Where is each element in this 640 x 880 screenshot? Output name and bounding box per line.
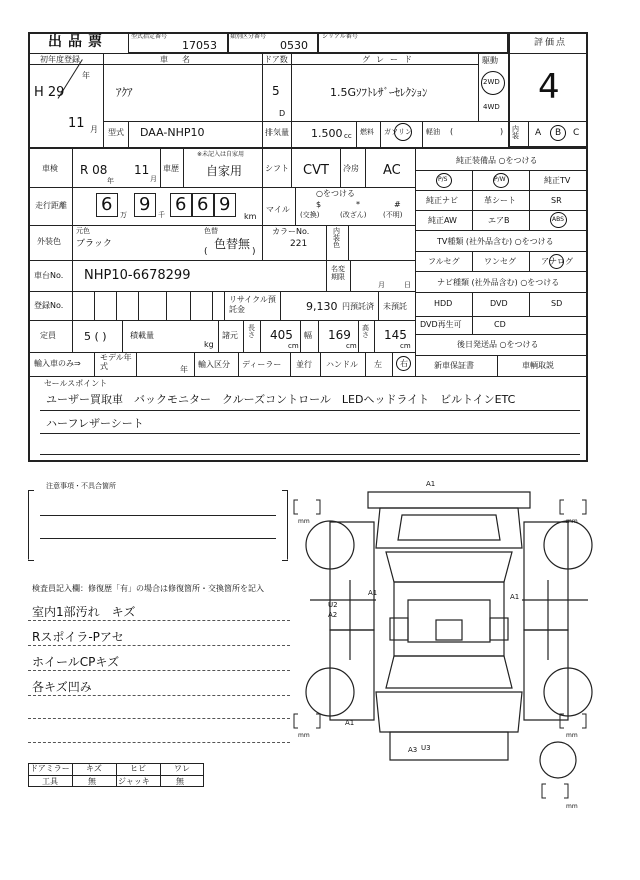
equip-pw: P/W bbox=[494, 176, 506, 183]
katashiki-short: 型式 bbox=[108, 128, 124, 137]
cooler-label: 冷房 bbox=[343, 164, 359, 173]
kaizan-symbol: * bbox=[356, 200, 360, 209]
year-era: H 29 bbox=[34, 85, 65, 100]
haba-value: 169 bbox=[328, 328, 351, 342]
tv-oneseg: ワンセグ bbox=[484, 257, 516, 266]
sales-label: セールスポイント bbox=[44, 379, 108, 388]
diagram-a1-left: A1 bbox=[368, 589, 378, 597]
navi-dvd-play: DVD再生可 bbox=[420, 320, 462, 329]
haba-unit: cm bbox=[346, 342, 357, 350]
serial-label: シリアル番号 bbox=[322, 33, 358, 40]
iro-label: 色替 bbox=[204, 227, 218, 235]
mileage-digit-2: 9 bbox=[139, 194, 151, 215]
note-item-2: Rスポイラ-Pアセ bbox=[32, 630, 124, 644]
naga-label: 長さ bbox=[248, 324, 255, 339]
note-item-4: 各キズ凹み bbox=[32, 680, 92, 694]
form-title: 出品票 bbox=[48, 34, 108, 50]
shift-value: CVT bbox=[303, 163, 329, 178]
meigi-month: 月 bbox=[378, 281, 385, 289]
mileage-label: 走行距離 bbox=[35, 201, 67, 210]
mark-note: ○をつける bbox=[316, 189, 355, 198]
import-label: 輸入車のみ⇒ bbox=[34, 359, 81, 368]
tool-kougu-val: 無 bbox=[88, 777, 96, 786]
gohasso-header: 後日発送品 ○をつける bbox=[457, 340, 539, 349]
chassis-label: 車台No. bbox=[34, 271, 64, 280]
tool-kizu: キズ bbox=[86, 764, 102, 773]
recycle-suffix: 円預託済 bbox=[342, 302, 374, 311]
shareki-value: 自家用 bbox=[206, 164, 243, 178]
displacement-label: 排気量 bbox=[265, 128, 289, 137]
car-name: ｱｸｱ bbox=[116, 86, 133, 99]
iro-value: 色替無 bbox=[214, 237, 251, 251]
naisoushoku-label: 内装色 bbox=[333, 227, 340, 249]
gohasso-manual: 車輌取説 bbox=[522, 361, 554, 370]
diagram-a1-top: A1 bbox=[426, 480, 436, 488]
fumei-symbol: # bbox=[394, 200, 401, 209]
sales-line-2: ハーフレザーシート bbox=[46, 417, 144, 430]
shareki-label: 車歴 bbox=[163, 164, 179, 173]
door-count: 5 bbox=[272, 84, 280, 98]
tool-jack-val: 無 bbox=[176, 777, 184, 786]
diagram-a2: A2 bbox=[328, 611, 338, 619]
teiin-label: 定員 bbox=[40, 331, 56, 340]
month-unit: 月 bbox=[90, 125, 98, 134]
fumei-label: (不明) bbox=[383, 211, 403, 219]
equip-sr: SR bbox=[551, 196, 562, 205]
hyoka-score: 4 bbox=[538, 67, 560, 107]
diagram-a3: A3 bbox=[408, 746, 418, 754]
mm-rear-right: mm bbox=[566, 732, 578, 739]
mileage-man: 万 bbox=[120, 211, 127, 219]
shift-label: シフト bbox=[265, 164, 289, 173]
heiko-label: 並行 bbox=[296, 360, 312, 369]
ruibetsu-label: 類別区分番号 bbox=[230, 33, 267, 40]
tool-ware: ワレ bbox=[174, 764, 190, 773]
shaken-month: 11 bbox=[134, 163, 150, 177]
shodo-label: 初年度登録 bbox=[40, 55, 80, 64]
touroku-label: 登録No. bbox=[34, 301, 64, 310]
note-item-1: 室内1部汚れ キズ bbox=[32, 605, 136, 619]
mm-front-left: mm bbox=[298, 518, 310, 525]
drive-4wd: 4WD bbox=[483, 103, 500, 111]
ruibetsu-value: 0530 bbox=[280, 39, 308, 52]
migi-label: 右 bbox=[400, 359, 408, 368]
diagram-u3: U3 bbox=[421, 744, 431, 752]
month-value: 11 bbox=[68, 116, 85, 131]
equip-aw: 純正AW bbox=[428, 216, 457, 225]
hyoka-label: 評価点 bbox=[534, 38, 568, 48]
equip-ps: P/S bbox=[438, 176, 448, 183]
year-unit: 年 bbox=[82, 71, 90, 80]
recycle-no: 未預託 bbox=[383, 302, 407, 311]
navi-dvd: DVD bbox=[490, 299, 508, 308]
import-kubun-label: 輸入区分 bbox=[198, 360, 230, 369]
gohasso-hosho: 新車保証書 bbox=[434, 361, 474, 370]
dealer-label: ディーラー bbox=[242, 360, 282, 369]
mileage-unit: km bbox=[244, 212, 257, 221]
mileage-digit-5: 9 bbox=[219, 194, 231, 215]
recycle-label: リサイクル預託金 bbox=[229, 295, 276, 314]
sunpo-label: 諸元 bbox=[222, 331, 238, 340]
mm-spare: mm bbox=[566, 803, 578, 810]
mileage-digit-3: 6 bbox=[175, 194, 187, 215]
equip-abs: ABS bbox=[552, 216, 564, 223]
navi-hdd: HDD bbox=[434, 299, 453, 308]
diagram-a1-right: A1 bbox=[510, 593, 520, 601]
colorno-label: カラーNo. bbox=[272, 227, 310, 236]
equip-navi: 純正ナビ bbox=[426, 196, 458, 205]
tv-type-header: TV種類 (社外品含む) ○をつける bbox=[437, 237, 554, 246]
tool-jack: ジャッキ bbox=[118, 777, 150, 786]
chassis-value: NHP10-6678299 bbox=[84, 268, 191, 283]
teiin-value: 5 ( ) bbox=[84, 330, 107, 343]
navi-type-header: ナビ種類 (社外品含む) ○をつける bbox=[437, 278, 560, 287]
equip-airbag: エアB bbox=[488, 216, 510, 225]
tool-kougu: 工具 bbox=[42, 777, 58, 786]
fuel-label: 燃料 bbox=[360, 128, 374, 136]
katashiki-label: 型式指定番号 bbox=[131, 33, 168, 40]
hidari-label: 左 bbox=[374, 360, 382, 369]
taka-value: 145 bbox=[384, 328, 407, 342]
model-year-label: モデル年式 bbox=[100, 353, 132, 371]
handle-label: ハンドル bbox=[326, 360, 358, 369]
shaken-month-unit: 月 bbox=[150, 175, 157, 183]
shaken-label: 車検 bbox=[42, 164, 58, 173]
equip-header: 純正装備品 ○をつける bbox=[456, 156, 538, 165]
tool-hibi: ヒビ bbox=[130, 764, 146, 773]
recycle-value: 9,130 bbox=[306, 300, 338, 313]
mileage-digit-1: 6 bbox=[101, 194, 113, 215]
katashiki-value: 17053 bbox=[182, 39, 217, 52]
model-year-unit: 年 bbox=[180, 365, 188, 374]
tv-fullseg: フルセグ bbox=[428, 257, 460, 266]
haba-label: 幅 bbox=[304, 331, 312, 340]
naga-unit: cm bbox=[288, 342, 299, 350]
equip-tv: 純正TV bbox=[544, 176, 571, 185]
interior-a: A bbox=[535, 128, 542, 138]
navi-sd: SD bbox=[551, 299, 563, 308]
sales-line-1: ユーザー買取車 バックモニター クルーズコントロール LEDヘッドライト ビルトインETC bbox=[46, 393, 516, 406]
kaizan-label: (改ざん) bbox=[340, 211, 367, 219]
interior-b: B bbox=[555, 128, 562, 138]
grade-value: 1.5Gｿﾌﾄﾚｻﾞｰｾﾚｸｼｮﾝ bbox=[330, 86, 428, 99]
koukan-label: (交換) bbox=[300, 211, 320, 219]
navi-cd: CD bbox=[494, 320, 506, 329]
car-diagram bbox=[290, 470, 600, 810]
interior-c: C bbox=[573, 128, 580, 138]
naga-value: 405 bbox=[270, 328, 293, 342]
color-label: 外装色 bbox=[37, 237, 61, 246]
model-value: DAA-NHP10 bbox=[140, 126, 205, 139]
meigi-day: 日 bbox=[404, 281, 411, 289]
tool-door-mirror: ドアミラー bbox=[30, 764, 70, 773]
shamei-label: 車名 bbox=[160, 55, 204, 64]
tv-analog: アナログ bbox=[541, 257, 573, 266]
displacement-value: 1.500 bbox=[311, 127, 343, 140]
taka-unit: cm bbox=[400, 342, 411, 350]
motoiro-value: ブラック bbox=[76, 239, 112, 249]
notes-label: 注意事項・不具合箇所 bbox=[46, 482, 116, 490]
cooler-value: AC bbox=[383, 163, 401, 178]
note-item-3: ホイールCPキズ bbox=[32, 655, 120, 669]
mm-front-right: mm bbox=[566, 518, 578, 525]
diagram-u2: U2 bbox=[328, 601, 338, 609]
mileage-sen: 千 bbox=[158, 211, 165, 219]
equip-kawa: 革シート bbox=[484, 196, 516, 205]
drive-2wd: 2WD bbox=[483, 78, 500, 86]
shaken-year-unit: 年 bbox=[107, 177, 114, 185]
inspector-label: 検査員記入欄：修復歴「有」の場合は修復箇所・交換箇所を記入 bbox=[32, 584, 264, 593]
door-label: ドア数 bbox=[264, 55, 288, 64]
grade-label: グレード bbox=[362, 55, 418, 64]
shareki-note: ※未記入は自家用 bbox=[197, 151, 245, 158]
interior-label: 内装 bbox=[512, 125, 519, 140]
fuel-light: 軽油 bbox=[426, 128, 440, 136]
diagram-a1-bottom: A1 bbox=[345, 719, 355, 727]
mm-rear-left: mm bbox=[298, 732, 310, 739]
mileage-digit-4: 6 bbox=[197, 194, 209, 215]
displacement-unit: cc bbox=[344, 132, 352, 140]
meigi-label: 名変期限 bbox=[331, 265, 345, 282]
shaken-value: R 08 bbox=[80, 163, 108, 177]
taka-label: 高さ bbox=[362, 324, 369, 339]
kudo-label: 駆動 bbox=[482, 56, 498, 65]
koukan-symbol: $ bbox=[316, 200, 322, 209]
door-type: D bbox=[279, 109, 286, 118]
colorno-value: 221 bbox=[290, 239, 308, 249]
mile-label: マイル bbox=[266, 205, 290, 214]
sekisai-unit: kg bbox=[204, 340, 214, 349]
motoiro-label: 元色 bbox=[76, 227, 90, 235]
notes-bracket bbox=[28, 490, 288, 560]
sekisai-label: 積載量 bbox=[130, 331, 154, 340]
fuel-gas: ガソリン bbox=[384, 128, 412, 136]
